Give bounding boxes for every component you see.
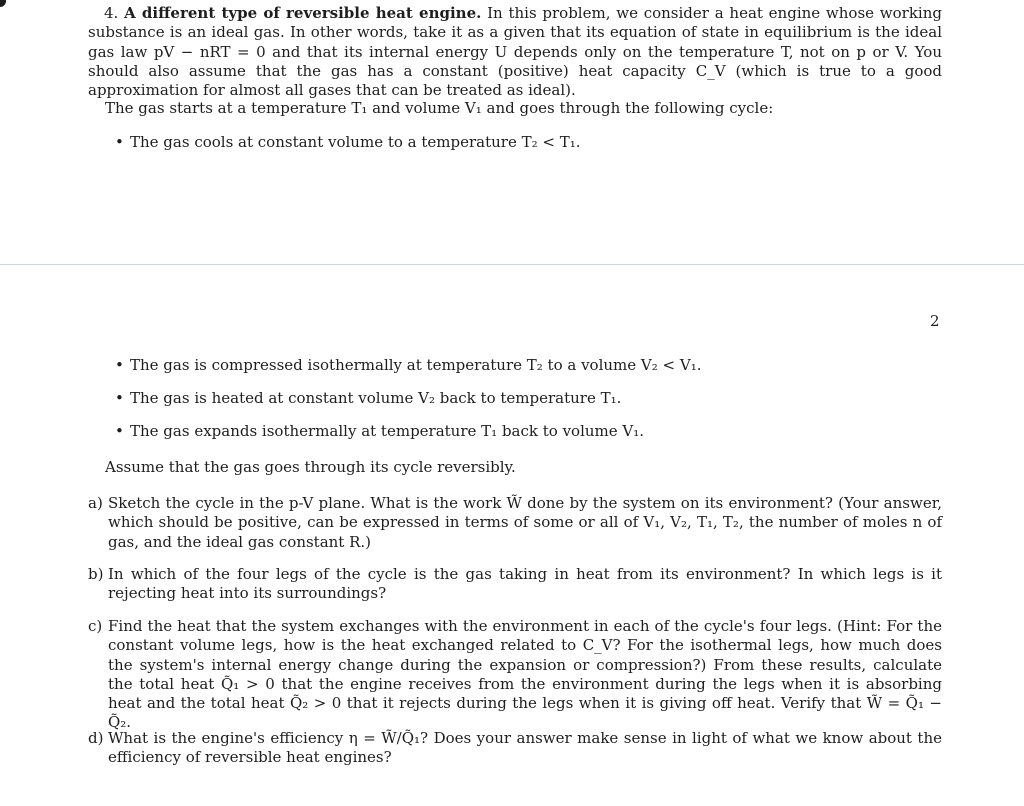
- cycle-intro: The gas starts at a temperature T₁ and volume V₁ and goes through the following cycle:: [105, 99, 774, 117]
- problem-number: 4.: [104, 4, 119, 22]
- cycle-step: • The gas is compressed isothermally at temperature T₂ to a volume V₂ < V₁.: [115, 356, 702, 374]
- problem-intro: [88, 4, 942, 100]
- question-label: a): [88, 494, 103, 512]
- question-label: c): [88, 617, 103, 635]
- cycle-step: • The gas is heated at constant volume V₂ back to temperature T₁.: [115, 389, 622, 407]
- problem-title: A different type of reversible heat engine.: [124, 4, 482, 22]
- page-separator: [0, 264, 1024, 265]
- question-a: [88, 494, 942, 552]
- cycle-step: • The gas cools at constant volume to a temperature T₂ < T₁.: [115, 133, 581, 151]
- page-corner-mark: [0, 0, 6, 7]
- question-c: [88, 617, 942, 733]
- assumption-text: Assume that the gas goes through its cycle reversibly.: [105, 458, 516, 476]
- page-number: 2: [930, 312, 940, 330]
- question-label: b): [88, 565, 104, 583]
- question-label: d): [88, 729, 104, 747]
- bullet-icon: •: [115, 356, 124, 374]
- cycle-step: • The gas expands isothermally at temperature T₁ back to volume V₁.: [115, 422, 645, 440]
- problem-intro-text: In this problem, we consider a heat engine whose working substance is an ideal gas. In other words, take it as a given that its equation of state in equilibrium is the ideal gas law pV − nRT = 0 and that its internal energy U depends only on the temperature T, not on p or V. You should also assume that the gas has a constant (positive) heat capacity C_V (which is true to a good approximation for almost all gases that can be treated as ideal).: [88, 4, 942, 100]
- question-text: In which of the four legs of the cycle is the gas taking in heat from its environment? In which legs is it rejecting heat into its surroundings?: [108, 565, 942, 603]
- question-d: [88, 729, 942, 768]
- bullet-icon: •: [115, 389, 124, 407]
- question-text: Find the heat that the system exchanges with the environment in each of the cycle's four legs. (Hint: For the constant volume legs, how is the heat exchanged related to C_V? For the isothermal legs, how much does the system's internal energy change during the expansion or compression?) From these results, calculate the total heat Q̃₁ > 0 that the engine receives from the environment during the legs when it is absorbing heat and the total heat Q̃₂ > 0 that it rejects during the legs when it is giving off heat. Verify that W̃ = Q̃₁ − Q̃₂.: [108, 617, 942, 732]
- bullet-icon: •: [115, 422, 124, 440]
- bullet-icon: •: [115, 133, 124, 151]
- question-text: What is the engine's efficiency η = W̃/Q̃₁? Does your answer make sense in light of what we know about the efficiency of reversible heat engines?: [108, 729, 942, 767]
- question-text: Sketch the cycle in the p-V plane. What is the work W̃ done by the system on its environment? (Your answer, which should be positive, can be expressed in terms of some or all of V₁, V₂, T₁, T₂, the number of moles n of gas, and the ideal gas constant R.): [108, 494, 942, 551]
- question-b: [88, 565, 942, 604]
